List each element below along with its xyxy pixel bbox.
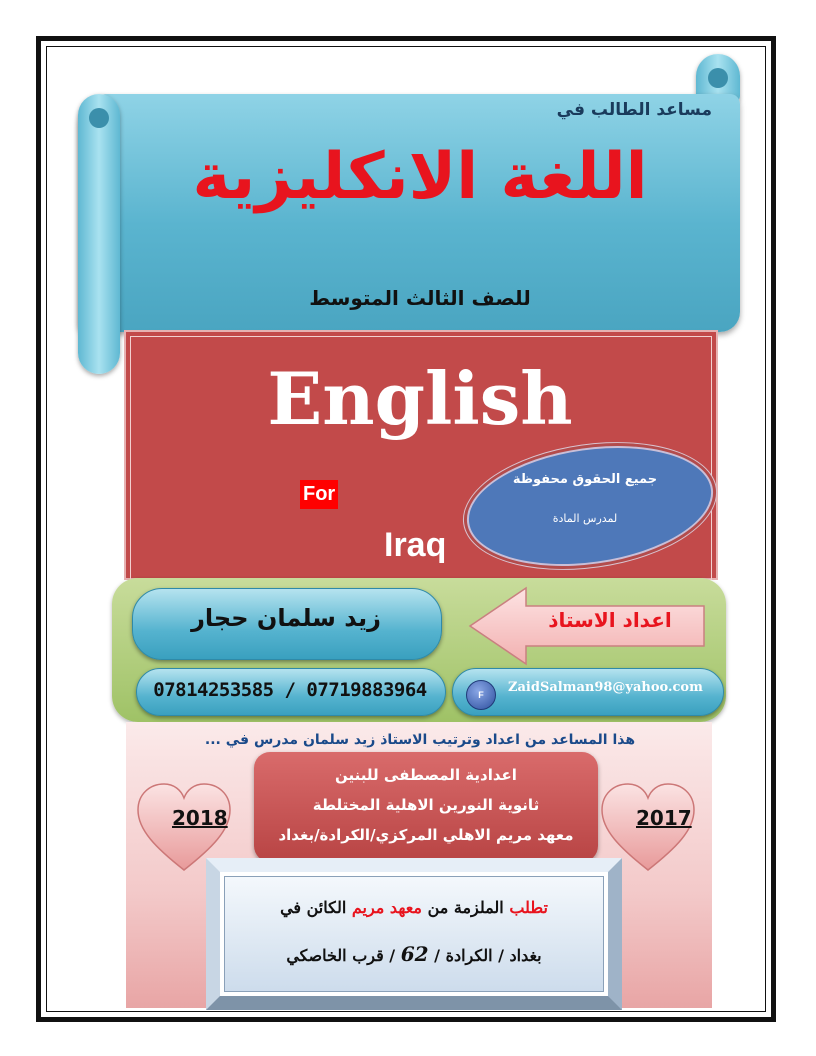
info-box [224,876,604,992]
info-request-word: تطلب [509,898,548,917]
school-item: ثانوية النورين الاهلية المختلطة [312,796,540,814]
rights-line-2: لمدرس المادة [552,512,618,525]
prepared-by-label: اعداد الاستاذ [548,608,672,632]
info-text: الملزمة من [427,898,504,917]
schools-intro: هذا المساعد من اعداد وترتيب الاستاذ زيد سلمان مدرس في ... [204,732,636,748]
info-street-number: 62 [400,942,429,966]
rights-line-1: جميع الحقوق محفوظة [512,472,658,487]
email-address: ZaidSalman98@yahoo.com [508,680,703,695]
info-line-1 [224,898,604,917]
info-institute: معهد مريم [351,898,422,917]
cover-subtitle: مساعد الطالب في [556,100,712,120]
cover-title: اللغة الانكليزية [192,140,648,214]
scroll-curl-dot [89,108,109,128]
english-heading: English [267,356,573,441]
info-address: بغداد / الكرادة / [434,946,542,965]
year-right: 2017 [636,806,692,830]
phone-numbers: 07814253585 / 07719883964 [153,679,427,701]
info-line-2 [224,942,604,966]
iraq-label: Iraq [384,526,447,564]
year-left: 2018 [172,806,228,830]
school-item: اعدادية المصطفى للبنين [335,766,517,784]
cover-grade: للصف الثالث المتوسط [309,286,531,310]
author-name: زيد سلمان حجار [191,604,381,632]
for-badge: For [300,480,338,509]
scroll-curl-left [78,94,120,374]
scroll-curl-dot [708,68,728,88]
info-text: الكائن في [280,898,347,917]
school-item: معهد مريم الاهلي المركزي/الكرادة/بغداد [278,826,574,844]
info-landmark: / قرب الخاصكي [286,946,396,965]
email-badge-icon: F [466,680,496,710]
